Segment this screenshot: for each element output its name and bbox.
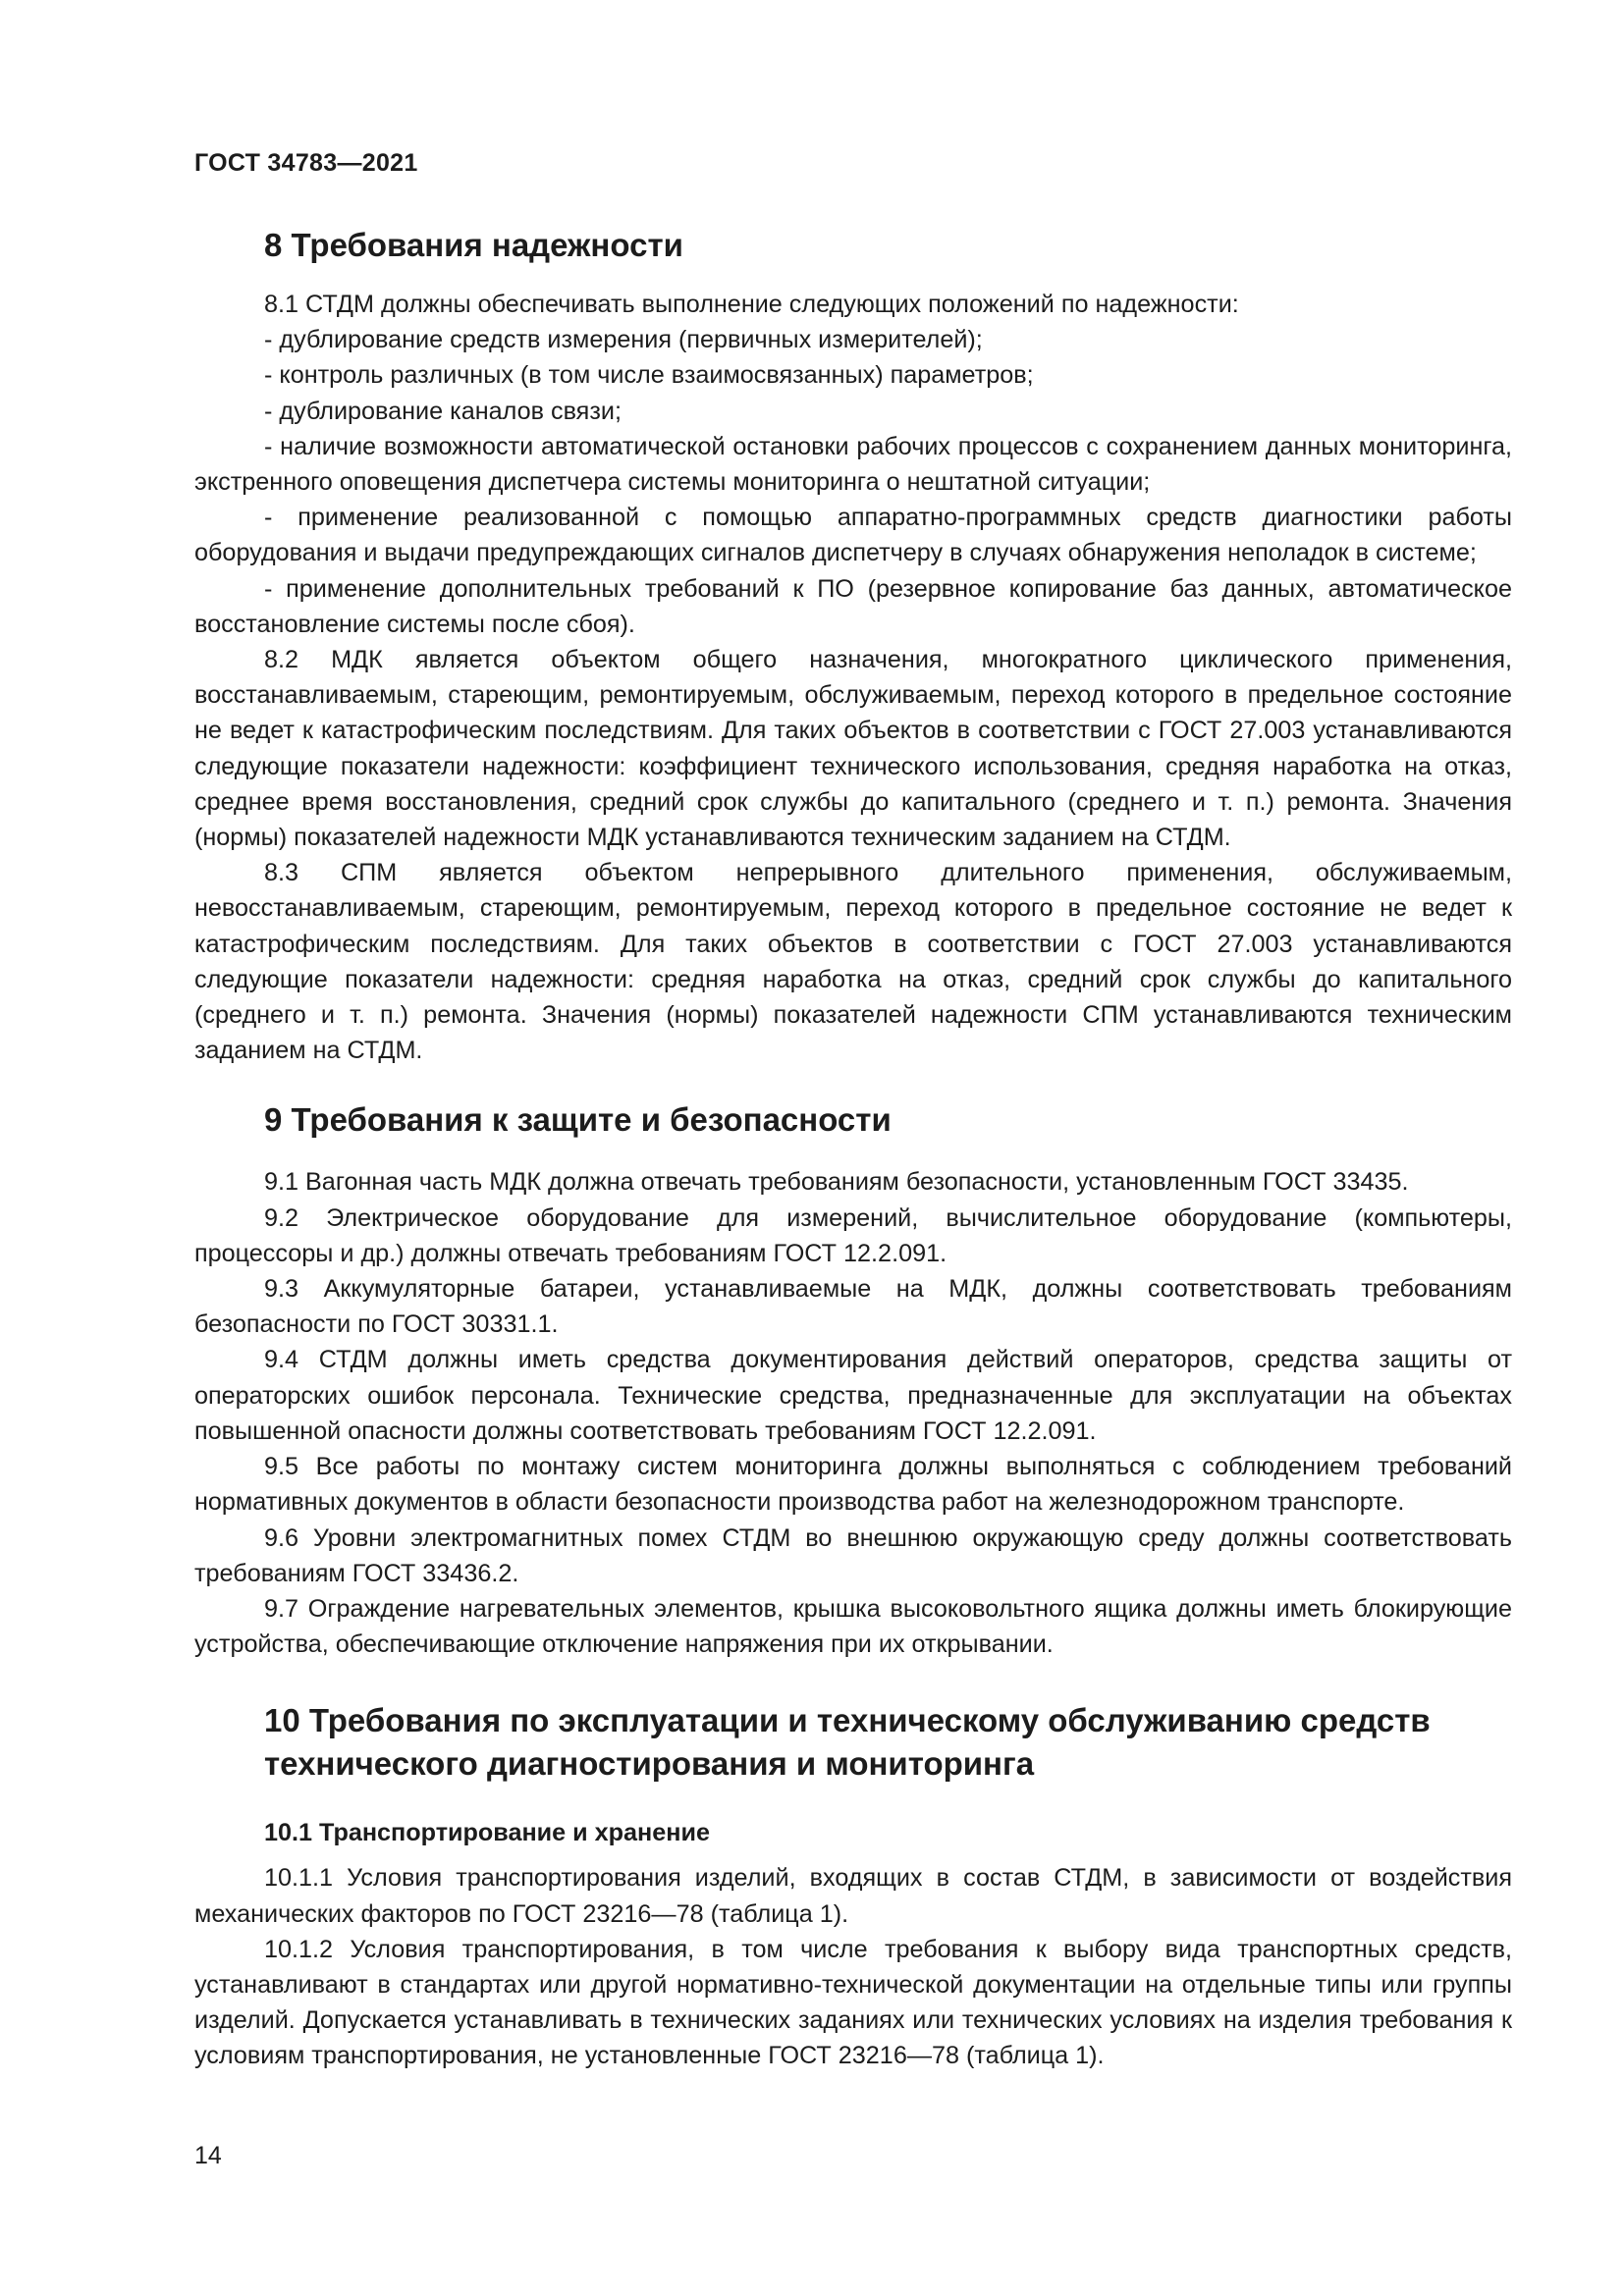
section-9-title: 9 Требования к защите и безопасности	[264, 1101, 892, 1139]
list-item: - контроль различных (в том числе взаимосвязанных) параметров;	[264, 361, 1034, 390]
paragraph-8-2: 8.2 МДК является объектом общего назначения, многократного циклического применения, восстанавливаемым, стареющим, ремонтируемым, обслуживаемым, переход которого в предельное состояние не ведет к катастрофическим последствиям. Для таких объектов в соответствии с ГОСТ 27.003 устанавливаются следующие показатели надежности: коэффициент технического использования, средняя наработка на отказ, среднее время восстановления, средний срок службы до капитального (среднего и т. п.) ремонта. Значения (нормы) показателей надежности МДК устанавливаются техническим заданием на СТДМ.	[194, 646, 1512, 852]
paragraph-8-1: 8.1 СТДМ должны обеспечивать выполнение следующих положений по надежности:	[264, 291, 1239, 318]
paragraph-10-1-1: 10.1.1 Условия транспортирования изделий, входящих в состав СТДМ, в зависимости от воздействия механических факторов по ГОСТ 23216—78 (таблица 1).	[194, 1864, 1512, 1928]
paragraph-9-5: 9.5 Все работы по монтажу систем мониторинга должны выполняться с соблюдением требований нормативных документов в области безопасности производства работ на железнодорожном транспорте.	[194, 1453, 1512, 1517]
paragraph-8-3: 8.3 СПМ является объектом непрерывного длительного применения, обслуживаемым, невосстанавливаемым, стареющим, ремонтируемым, переход которого в предельное состояние не ведет к катастрофическим последствиям. Для таких объектов в соответствии с ГОСТ 27.003 устанавливаются следующие показатели надежности: средняя наработка на отказ, средний срок службы до капитального (среднего и т. п.) ремонта. Значения (нормы) показателей надежности СПМ устанавливаются техническим заданием на СТДМ.	[194, 859, 1512, 1065]
section-10-title	[194, 1699, 1512, 1786]
document-code-header: ГОСТ 34783—2021	[194, 149, 418, 177]
paragraph-9-4: 9.4 СТДМ должны иметь средства документирования действий операторов, средства защиты от операторских ошибок персонала. Технические средства, предназначенные для эксплуатации на объектах повышенной опасности должны соответствовать требованиям ГОСТ 12.2.091.	[194, 1346, 1512, 1445]
paragraph-9-1: 9.1 Вагонная часть МДК должна отвечать требованиям безопасности, установленным ГОСТ 33435.	[264, 1168, 1409, 1197]
list-item: - наличие возможности автоматической остановки рабочих процессов с сохранением данных мониторинга, экстренного оповещения диспетчера системы мониторинга о нештатной ситуации;	[194, 432, 1512, 497]
paragraph-10-1-2: 10.1.2 Условия транспортирования, в том числе требования к выбору вида транспортных средств, устанавливают в стандартах или другой нормативно-технической документации на отдельные типы или группы изделий. Допускается устанавливать в технических заданиях или технических условиях на изделия требования к условиям транспортирования, не установленные ГОСТ 23216—78 (таблица 1).	[194, 1935, 1512, 2070]
document-body	[194, 218, 1512, 2074]
section-8-title: 8 Требования надежности	[264, 227, 683, 263]
paragraph-9-6: 9.6 Уровни электромагнитных помех СТДМ во внешнюю окружающую среду должны соответствовать требованиям ГОСТ 33436.2.	[194, 1523, 1512, 1587]
page-number: 14	[194, 2142, 222, 2169]
list-item: - дублирование средств измерения (первичных измерителей);	[264, 326, 983, 354]
list-item: - применение реализованной с помощью аппаратно-программных средств диагностики работы оборудования и выдачи предупреждающих сигналов диспетчеру в случаях обнаружения неполадок в системе;	[194, 504, 1512, 567]
paragraph-9-2: 9.2 Электрическое оборудование для измерений, вычислительное оборудование (компьютеры, процессоры и др.) должны отвечать требованиям ГОСТ 12.2.091.	[194, 1203, 1512, 1267]
section-10-title-line-2: технического диагностирования и мониторинга	[264, 1745, 1035, 1783]
list-item: - дублирование каналов связи;	[264, 397, 622, 425]
section-10-title-line-1: 10 Требования по эксплуатации и техническому обслуживанию средств	[264, 1702, 1431, 1739]
list-item: - применение дополнительных требований к ПО (резервное копирование баз данных, автоматическое восстановление системы после сбоя).	[194, 574, 1512, 638]
paragraph-9-3: 9.3 Аккумуляторные батареи, устанавливаемые на МДК, должны соответствовать требованиям безопасности по ГОСТ 30331.1.	[194, 1275, 1512, 1339]
subsection-10-1-title: 10.1 Транспортирование и хранение	[264, 1819, 710, 1847]
paragraph-9-7: 9.7 Ограждение нагревательных элементов, крышка высоковольтного ящика должны иметь блокирующие устройства, обеспечивающие отключение напряжения при их открывании.	[194, 1594, 1512, 1659]
